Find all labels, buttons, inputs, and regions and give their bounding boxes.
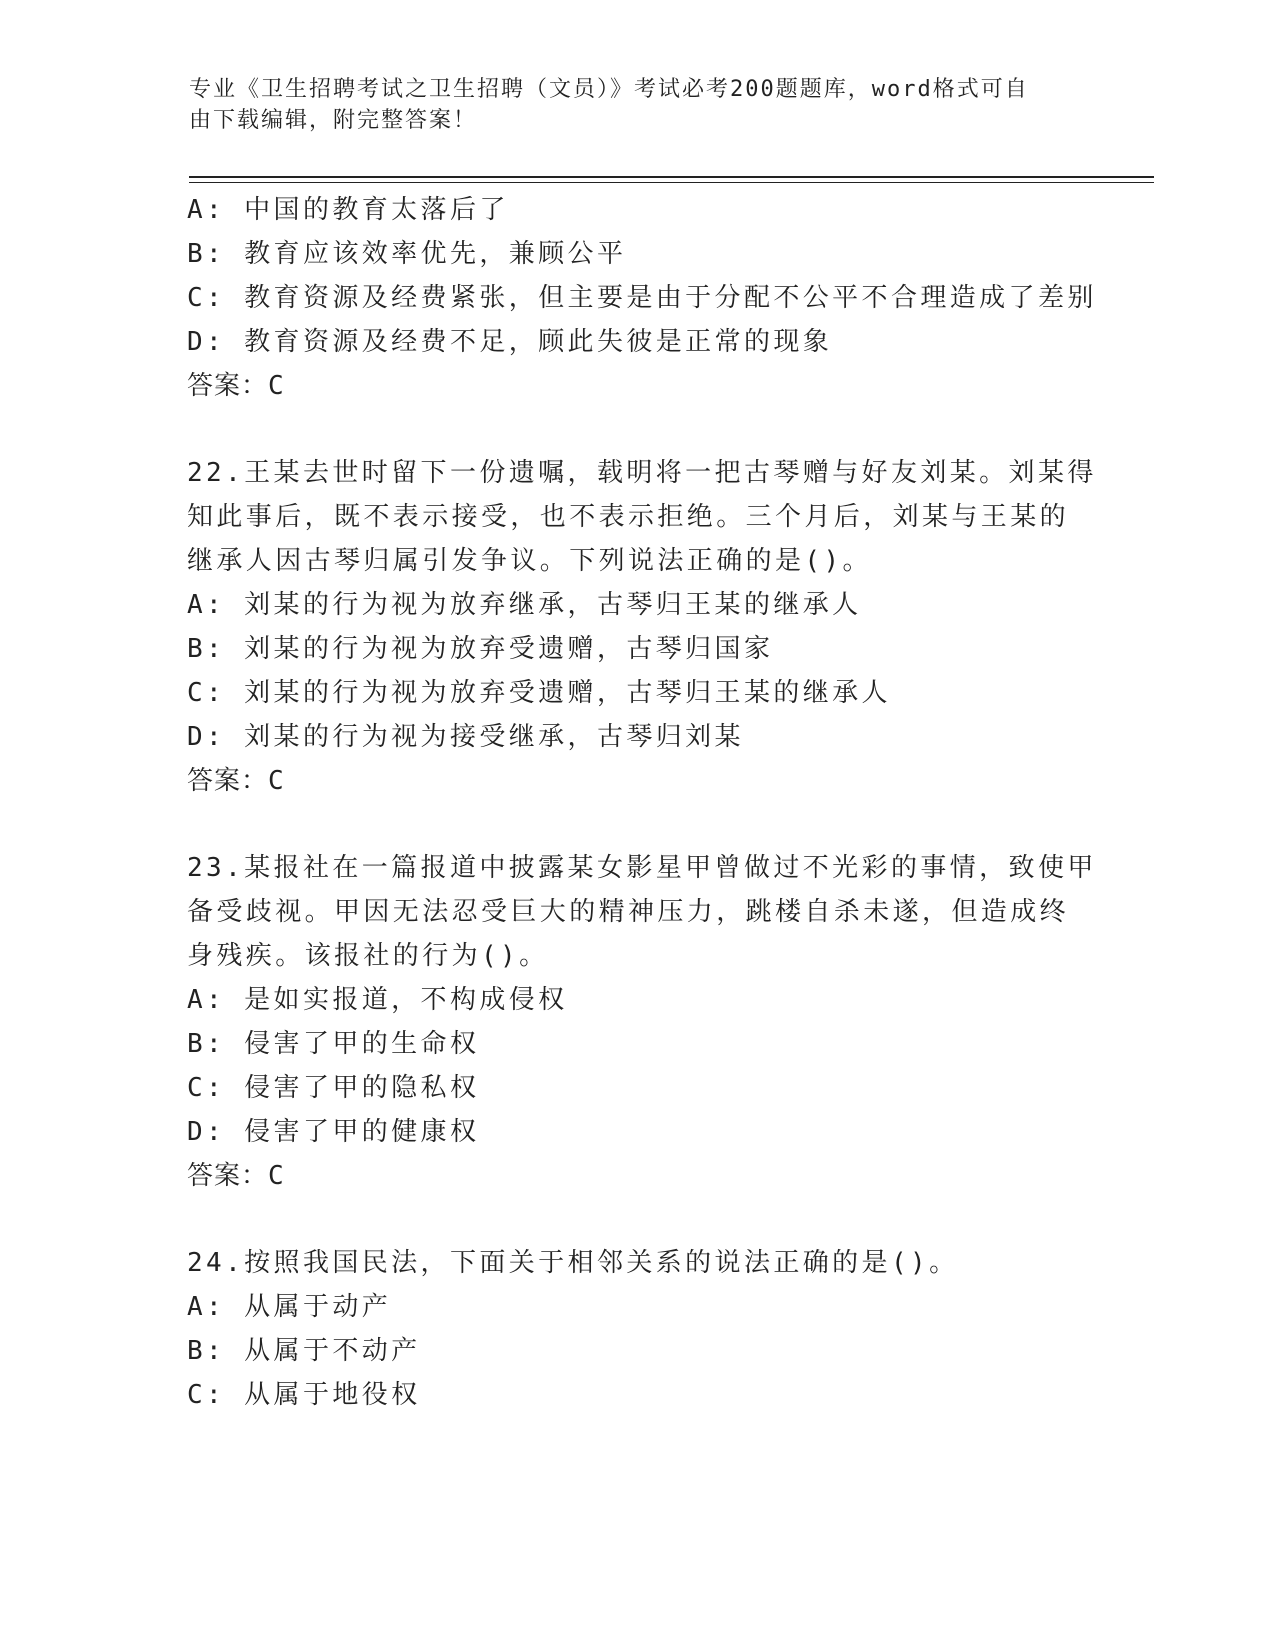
q21-option-c: C: 教育资源及经费紧张，但主要是由于分配不公平不合理造成了差别 — [187, 283, 1097, 313]
q24-option-b: B: 从属于不动产 — [187, 1336, 421, 1366]
q22-option-d: D: 刘某的行为视为接受继承，古琴归刘某 — [187, 722, 744, 752]
q22-option-a: A: 刘某的行为视为放弃继承，古琴归王某的继承人 — [187, 590, 862, 620]
q23-stem-line-2: 备受歧视。甲因无法忍受巨大的精神压力，跳楼自杀未遂，但造成终 — [187, 897, 1070, 927]
document-header — [189, 74, 1089, 136]
q23-stem-line-3: 身残疾。该报社的行为()。 — [187, 941, 549, 971]
q21-option-a: A: 中国的教育太落后了 — [187, 195, 509, 225]
q21-answer: 答案：C — [187, 371, 285, 401]
header-line-1: 专业《卫生招聘考试之卫生招聘（文员）》考试必考200题题库，word格式可自 — [189, 77, 1029, 102]
q22-option-b: B: 刘某的行为视为放弃受遗赠，古琴归国家 — [187, 634, 774, 664]
q24-option-c: C: 从属于地役权 — [187, 1380, 421, 1410]
q23-option-b: B: 侵害了甲的生命权 — [187, 1029, 480, 1059]
q24-option-a: A: 从属于动产 — [187, 1292, 392, 1322]
q24-stem-line-1: 24.按照我国民法，下面关于相邻关系的说法正确的是()。 — [187, 1248, 959, 1278]
q23-stem-line-1: 23.某报社在一篇报道中披露某女影星甲曾做过不光彩的事情，致使甲 — [187, 853, 1097, 883]
q23-option-a: A: 是如实报道，不构成侵权 — [187, 985, 568, 1015]
q22-answer: 答案：C — [187, 766, 285, 796]
q23-answer: 答案：C — [187, 1161, 285, 1191]
q23-option-d: D: 侵害了甲的健康权 — [187, 1117, 480, 1147]
q22-stem-line-1: 22.王某去世时留下一份遗嘱，载明将一把古琴赠与好友刘某。刘某得 — [187, 458, 1097, 488]
header-line-2: 由下载编辑，附完整答案！ — [189, 108, 478, 133]
q21-option-b: B: 教育应该效率优先，兼顾公平 — [187, 239, 627, 269]
q23-option-c: C: 侵害了甲的隐私权 — [187, 1073, 480, 1103]
header-divider-thick — [189, 176, 1154, 178]
header-divider-thin — [189, 182, 1154, 183]
q22-stem-line-2: 知此事后，既不表示接受，也不表示拒绝。三个月后，刘某与王某的 — [187, 502, 1070, 532]
q21-option-d: D: 教育资源及经费不足，顾此失彼是正常的现象 — [187, 327, 833, 357]
q22-option-c: C: 刘某的行为视为放弃受遗赠，古琴归王某的继承人 — [187, 678, 891, 708]
q22-stem-line-3: 继承人因古琴归属引发争议。下列说法正确的是()。 — [187, 546, 872, 576]
